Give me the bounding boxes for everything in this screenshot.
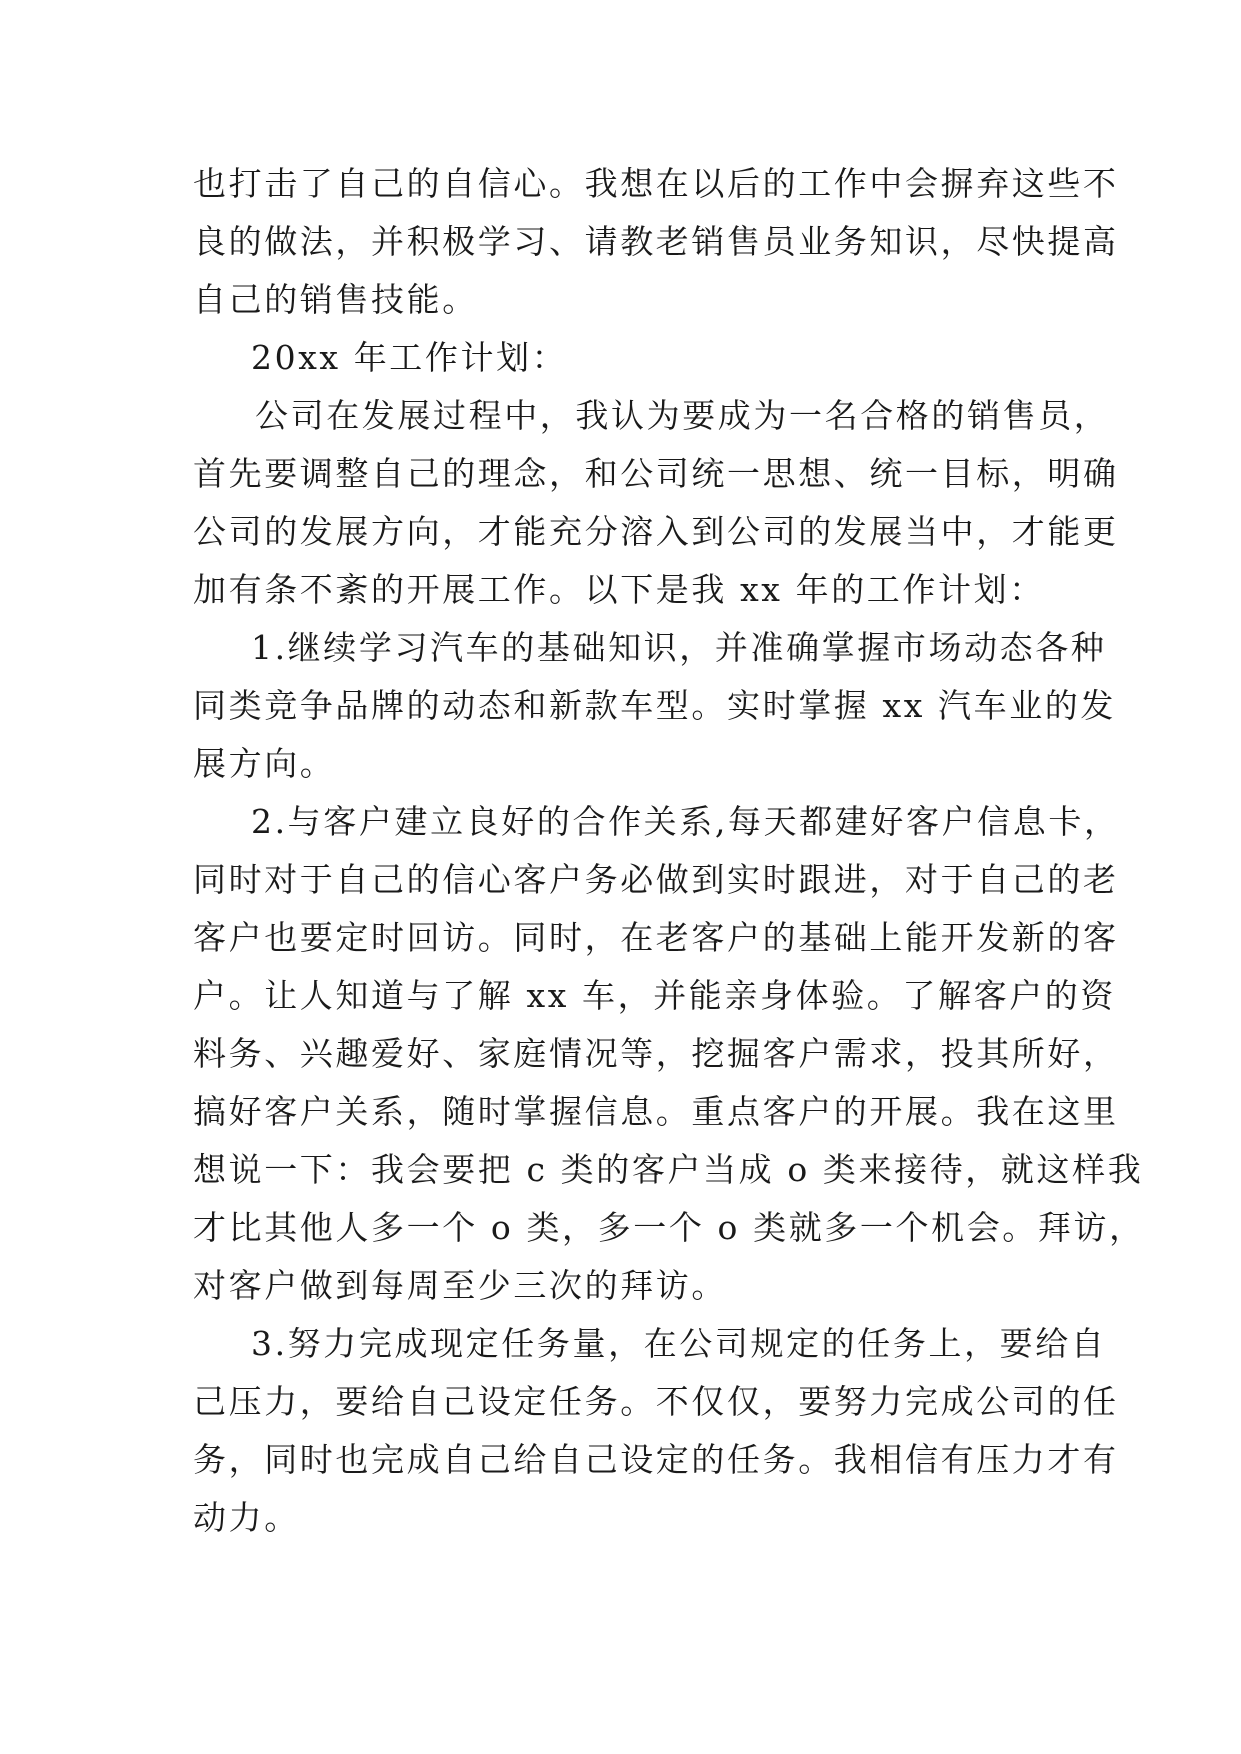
text-line: 对客户做到每周至少三次的拜访。 — [193, 1266, 727, 1305]
text-line: 搞好客户关系，随时掌握信息。重点客户的开展。我在这里 — [193, 1092, 1119, 1131]
text-line: 料务、兴趣爱好、家庭情况等，挖掘客户需求，投其所好， — [193, 1034, 1119, 1073]
list-item-3: 3.努力完成现定任务量，在公司规定的任务上，要给自 — [251, 1324, 1107, 1363]
text-line: 客户也要定时回访。同时，在老客户的基础上能开发新的客 — [193, 918, 1119, 957]
text-line: 同时对于自己的信心客户务必做到实时跟进，对于自己的老 — [193, 860, 1119, 899]
text-line: 公司在发展过程中，我认为要成为一名合格的销售员， — [255, 396, 1110, 435]
text-line: 户。让人知道与了解 xx 车，并能亲身体验。了解客户的资 — [193, 976, 1117, 1015]
text-line: 公司的发展方向，才能充分溶入到公司的发展当中，才能更 — [193, 512, 1119, 551]
text-line: 才比其他人多一个 o 类，多一个 o 类就多一个机会。拜访， — [193, 1208, 1145, 1247]
text-line: 想说一下：我会要把 c 类的客户当成 o 类来接待，就这样我 — [193, 1150, 1144, 1189]
text-line: 首先要调整自己的理念，和公司统一思想、统一目标，明确 — [193, 454, 1119, 493]
list-item-1: 1.继续学习汽车的基础知识，并准确掌握市场动态各种 — [251, 628, 1107, 667]
text-line: 加有条不紊的开展工作。以下是我 xx 年的工作计划： — [193, 570, 1045, 609]
text-line: 动力。 — [193, 1498, 300, 1537]
text-line: 展方向。 — [193, 744, 336, 783]
text-line: 同类竞争品牌的动态和新款车型。实时掌握 xx 汽车业的发 — [193, 686, 1117, 725]
text-line: 良的做法，并积极学习、请教老销售员业务知识，尽快提高 — [193, 222, 1119, 261]
list-item-2: 2.与客户建立良好的合作关系,每天都建好客户信息卡， — [251, 802, 1120, 841]
text-line: 己压力，要给自己设定任务。不仅仅，要努力完成公司的任 — [193, 1382, 1119, 1421]
section-heading: 20xx 年工作计划： — [251, 338, 568, 377]
text-line: 自己的销售技能。 — [193, 280, 478, 319]
text-line: 也打击了自己的自信心。我想在以后的工作中会摒弃这些不 — [193, 164, 1119, 203]
text-line: 务，同时也完成自己给自己设定的任务。我相信有压力才有 — [193, 1440, 1119, 1479]
